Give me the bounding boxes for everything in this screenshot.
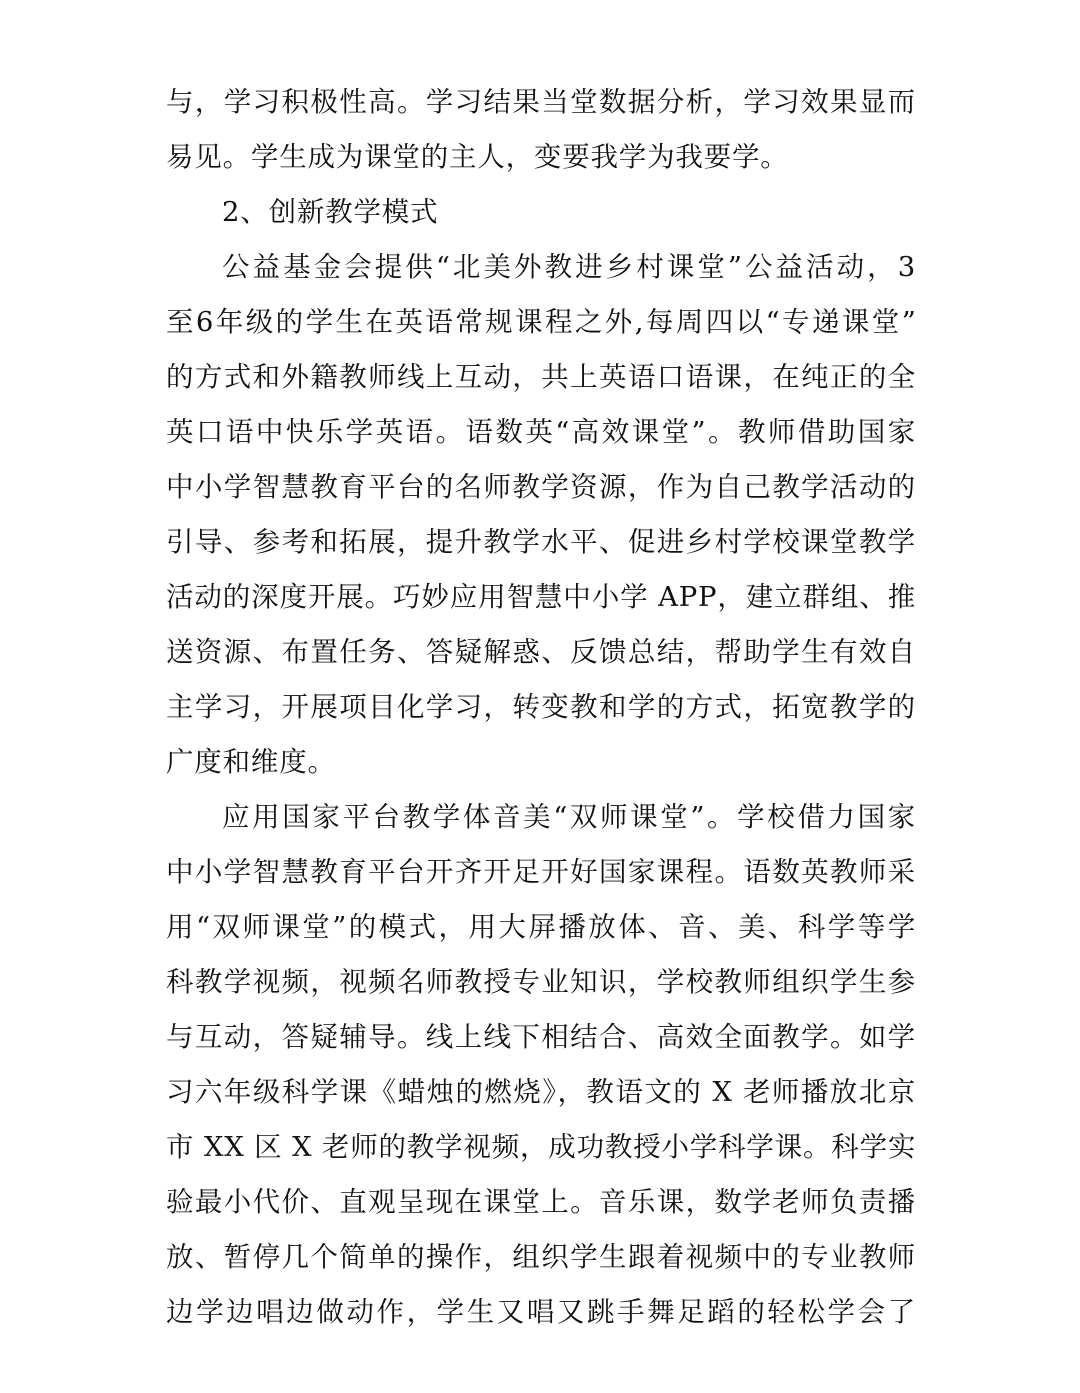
- text-line: 应用国家平台教学体音美“双师课堂”。学校借力国家: [222, 801, 916, 833]
- text-line: 边学边唱边做动作，学生又唱又跳手舞足蹈的轻松学会了: [166, 1296, 916, 1328]
- text-line: 公益基金会提供“北美外教进乡村课堂”公益活动，3: [222, 251, 916, 283]
- text-line: 习六年级科学课《蜡烛的燃烧》，教语文的 X 老师播放北京: [166, 1076, 916, 1108]
- text-line: 广度和维度。: [166, 746, 336, 778]
- text-line: 中小学智慧教育平台的名师教学资源，作为自己教学活动的: [166, 471, 916, 503]
- text-line: 与互动，答疑辅导。线上线下相结合、高效全面教学。如学: [166, 1021, 916, 1053]
- text-line: 的方式和外籍教师线上互动，共上英语口语课，在纯正的全: [166, 361, 916, 393]
- text-line: 科教学视频，视频名师教授专业知识，学校教师组织学生参: [166, 966, 916, 998]
- text-line: 与，学习积极性高。学习结果当堂数据分析，学习效果显而: [166, 86, 916, 118]
- text-line: 送资源、布置任务、答疑解惑、反馈总结，帮助学生有效自: [166, 636, 916, 668]
- text-line: 用“双师课堂”的模式，用大屏播放体、音、美、科学等学: [166, 911, 916, 943]
- text-line: 主学习，开展项目化学习，转变教和学的方式，拓宽教学的: [166, 691, 916, 723]
- text-line: 易见。学生成为课堂的主人，变要我学为我要学。: [166, 141, 789, 173]
- text-line: 引导、参考和拓展，提升教学水平、促进乡村学校课堂教学: [166, 526, 916, 558]
- text-line: 活动的深度开展。巧妙应用智慧中小学 APP，建立群组、推: [166, 581, 916, 613]
- text-line: 放、暂停几个简单的操作，组织学生跟着视频中的专业教师: [166, 1241, 916, 1273]
- section-heading: 2、创新教学模式: [222, 196, 439, 228]
- text-line: 市 XX 区 X 老师的教学视频，成功教授小学科学课。科学实: [166, 1131, 917, 1163]
- text-line: 英口语中快乐学英语。语数英“高效课堂”。教师借助国家: [166, 416, 916, 448]
- text-line: 中小学智慧教育平台开齐开足开好国家课程。语数英教师采: [166, 856, 916, 888]
- text-line: 验最小代价、直观呈现在课堂上。音乐课，数学老师负责播: [166, 1186, 916, 1218]
- text-line: 至6年级的学生在英语常规课程之外,每周四以“专递课堂”: [166, 306, 916, 338]
